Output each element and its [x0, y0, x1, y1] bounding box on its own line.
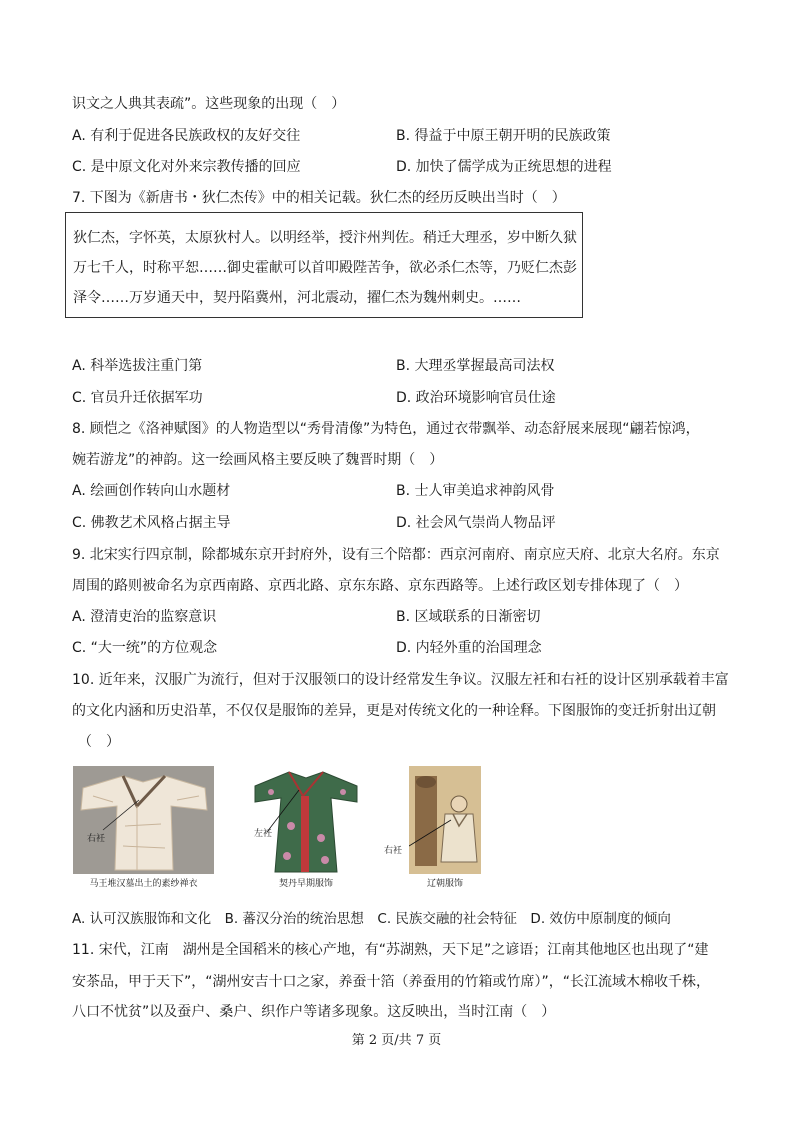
q7-quote-line-3: 泽令……万岁通天中，契丹陷冀州，河北震动，擢仁杰为魏州刺史。……	[73, 290, 521, 306]
q6-option-c[interactable]: C. 是中原文化对外来宗教传播的回应	[72, 159, 301, 175]
q10-stem-line-3: （ ）	[78, 734, 120, 750]
liao-costume-image	[409, 766, 481, 874]
q6-option-d[interactable]: D. 加快了儒学成为正统思想的进程	[396, 159, 612, 175]
q7-quote-line-1: 狄仁杰，字怀英，太原狄村人。以明经举，授汴州判佐。稍迁大理丞，岁中断久狱	[73, 230, 577, 246]
q8-stem-line-2: 婉若游龙”的神韵。这一绘画风格主要反映了魏晋时期（ ）	[72, 452, 444, 468]
q9-option-d[interactable]: D. 内轻外重的治国理念	[396, 640, 542, 656]
fig2-caption: 契丹早期服饰	[278, 879, 333, 889]
q7-quote-box	[65, 212, 583, 318]
fig3-label: 右衽	[384, 846, 403, 856]
q8-option-a[interactable]: A. 绘画创作转向山水题材	[72, 483, 231, 499]
fig2-label: 左衽	[254, 829, 273, 839]
q9-stem-line-2: 周围的路则被命名为京西南路、京西北路、京东东路、京东西路等。上述行政区划专排体现了（ ）	[72, 578, 688, 594]
q11-stem-line-1: 11. 宋代，江南 湖州是全国稻米的核心产地，有“苏湖熟，天下足”之谚语；江南其他地区也出现了“建	[72, 942, 709, 958]
q10-stem-line-1: 10. 近年来，汉服广为流行，但对于汉服领口的设计经常发生争议。汉服左衽和右衽的设计区别承载着丰富	[72, 672, 729, 688]
q11-stem-line-3: 八口不忧贫”以及蚕户、桑户、织作户等诸多现象。这反映出，当时江南（ ）	[72, 1004, 556, 1020]
q7-quote-line-2: 万七千人，时称平恕……御史霍献可以首叩殿陛苦争，欲必杀仁杰等，乃贬仁杰彭	[73, 260, 577, 276]
q8-stem-line-1: 8. 顾恺之《洛神赋图》的人物造型以“秀骨清像”为特色，通过衣带飘举、动态舒展来展现“翩若惊鸿，	[72, 421, 700, 437]
q10-stem-line-2: 的文化内涵和历史沿革，不仅仅是服饰的差异，更是对传统文化的一种诠释。下图服饰的变迁折射出辽朝	[72, 703, 716, 719]
q8-option-c[interactable]: C. 佛教艺术风格占据主导	[72, 515, 231, 531]
fig1-caption: 马王堆汉墓出土的素纱禅衣	[89, 879, 198, 889]
q7-stem: 7. 下图为《新唐书・狄仁杰传》中的相关记载。狄仁杰的经历反映出当时（ ）	[72, 190, 566, 206]
q8-option-b[interactable]: B. 士人审美追求神韵风骨	[396, 483, 555, 499]
q7-option-c[interactable]: C. 官员升迁依据军功	[72, 390, 203, 406]
q7-option-d[interactable]: D. 政治环境影响官员仕途	[396, 390, 556, 406]
q6-option-a[interactable]: A. 有利于促进各民族政权的友好交往	[72, 128, 301, 144]
q8-option-d[interactable]: D. 社会风气崇尚人物品评	[396, 515, 556, 531]
q7-option-b[interactable]: B. 大理丞掌握最高司法权	[396, 358, 555, 374]
khitan-robe-image	[251, 766, 361, 874]
q9-stem-line-1: 9. 北宋实行四京制，除都城东京开封府外，设有三个陪都：西京河南府、南京应天府、北京大名府。东京	[72, 547, 720, 563]
q9-option-c[interactable]: C. “大一统”的方位观念	[72, 640, 218, 656]
q9-option-b[interactable]: B. 区域联系的日渐密切	[396, 609, 541, 625]
q7-option-a[interactable]: A. 科举选拔注重门第	[72, 358, 203, 374]
q6-stem-tail: 识文之人典其表疏”。这些现象的出现（ ）	[72, 96, 346, 112]
q6-option-b[interactable]: B. 得益于中原王朝开明的民族政策	[396, 128, 611, 144]
fig1-label: 右衽	[87, 834, 106, 844]
q9-option-a[interactable]: A. 澄清吏治的监察意识	[72, 609, 217, 625]
q10-options[interactable]: A. 认可汉族服饰和文化 B. 蕃汉分治的统治思想 C. 民族交融的社会特征 D. 效仿中原制度的倾向	[72, 911, 671, 927]
fig3-caption: 辽朝服饰	[426, 879, 463, 889]
q11-stem-line-2: 安茶品，甲于天下”，“湖州安吉十口之家，养蚕十箔（养蚕用的竹箱或竹席）”，“长江流域木棉收千株，	[72, 974, 711, 990]
han-robe-image	[73, 766, 214, 874]
page-footer: 第 2 页/共 7 页	[351, 1033, 442, 1048]
